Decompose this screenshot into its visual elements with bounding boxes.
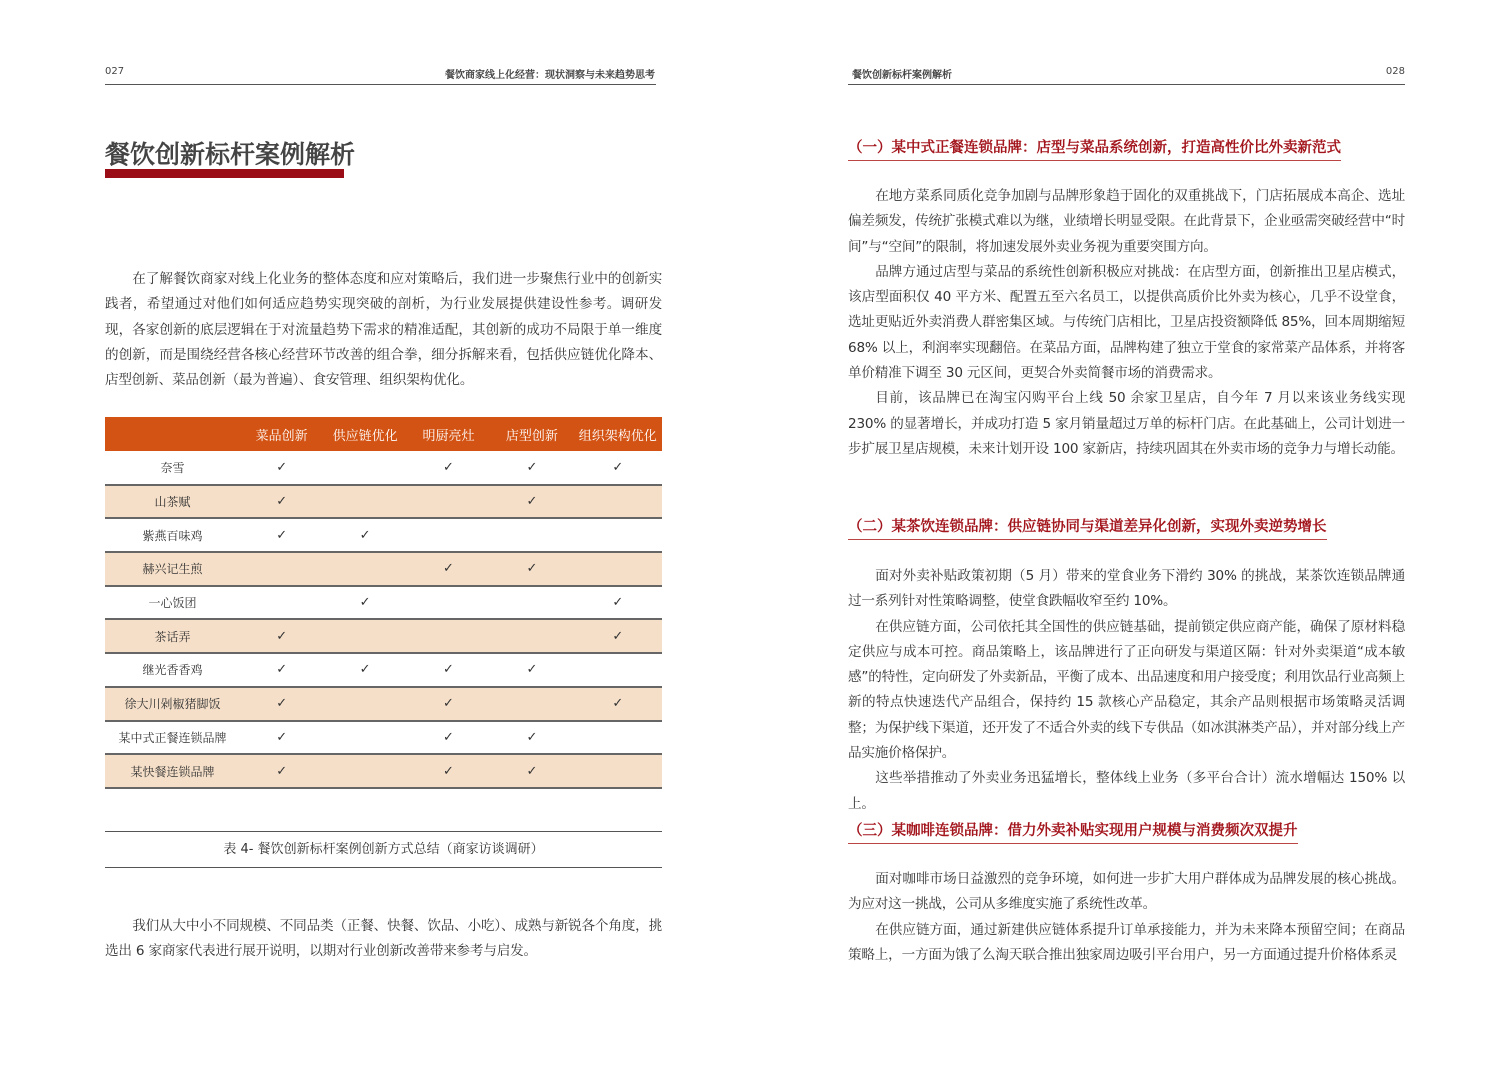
row-brand-name: 赫兴记生煎 — [105, 552, 240, 586]
check-mark-icon: ✓ — [574, 586, 662, 620]
check-mark-icon: ✓ — [240, 653, 323, 687]
empty-cell — [323, 451, 406, 485]
check-mark-icon: ✓ — [240, 485, 323, 519]
outro-paragraph: 我们从大中小不同规模、不同品类（正餐、快餐、饮品、小吃）、成熟与新锐各个角度，挑选出 6 家商家代表进行展开说明，以期对行业创新改善带来参考与启发。 — [105, 918, 662, 960]
running-header-left: 餐饮商家线上化经营：现状洞察与未来趋势思考 — [445, 70, 655, 81]
table-header-cell: 明厨亮灶 — [407, 417, 490, 451]
check-mark-icon: ✓ — [240, 721, 323, 755]
check-mark-icon: ✓ — [240, 687, 323, 721]
table-row — [105, 518, 662, 552]
check-mark-icon: ✓ — [240, 451, 323, 485]
check-mark-icon: ✓ — [490, 485, 573, 519]
empty-cell — [490, 619, 573, 653]
body-paragraph: 目前，该品牌已在淘宝闪购平台上线 50 余家卫星店，自今年 7 月以来该业务线实现 230% 的显著增长，并成功打造 5 家月销量超过万单的标杆门店。在此基础上，公司计划进一步扩展卫星店规模，未来计划开设 100 家新店，持续巩固其在外卖市场的竞争力与增长动能。 — [848, 390, 1405, 457]
check-mark-icon: ✓ — [574, 687, 662, 721]
check-mark-icon: ✓ — [490, 754, 573, 788]
innovation-table — [105, 417, 662, 789]
empty-cell — [574, 721, 662, 755]
page-number-right: 028 — [1385, 66, 1405, 77]
body-paragraph: 这些举措推动了外卖业务迅猛增长，整体线上业务（多平台合计）流水增幅达 150% 以上。 — [848, 770, 1405, 812]
check-mark-icon: ✓ — [407, 552, 490, 586]
empty-cell — [407, 586, 490, 620]
row-brand-name: 徐大川剁椒猪脚饭 — [105, 687, 240, 721]
section-body — [848, 564, 1405, 817]
page-title: 餐饮创新标杆案例解析 — [105, 140, 356, 169]
running-header-right: 餐饮创新标杆案例解析 — [852, 70, 952, 81]
table-row — [105, 451, 662, 485]
table-row — [105, 552, 662, 586]
body-paragraph: 在供应链方面，公司依托其全国性的供应链基础，提前锁定供应商产能，确保了原材料稳定供应与成本可控。商品策略上，该品牌进行了正向研发与渠道区隔：针对外卖渠道“成本敏感”的特性，定向研发了外卖新品，平衡了成本、出品速度和用户接受度；利用饮品行业高频上新的特点快速迭代产品组合，保持约 15 款核心产品稳定，其余产品则根据市场策略灵活调整；为保护线下渠道，还开发了不适合外卖的线下专供品（如冰淇淋类产品），并对部分线上产品实施价格保护。 — [848, 618, 1405, 762]
check-mark-icon: ✓ — [407, 687, 490, 721]
empty-cell — [490, 586, 573, 620]
check-mark-icon: ✓ — [574, 451, 662, 485]
intro-paragraph: 在了解餐饮商家对线上化业务的整体态度和应对策略后，我们进一步聚焦行业中的创新实践者，希望通过对他们如何适应趋势实现突破的剖析，为行业发展提供建设性参考。调研发现，各家创新的底层逻辑在于对流量趋势下需求的精准适配，其创新的成功不局限于单一维度的创新，而是围绕经营各核心经营环节改善的组合拳，细分拆解来看，包括供应链优化降本、店型创新、菜品创新（最为普遍）、食安管理、组织架构优化。 — [105, 271, 662, 389]
empty-cell — [490, 518, 573, 552]
row-brand-name: 某中式正餐连锁品牌 — [105, 721, 240, 755]
table-row — [105, 485, 662, 519]
check-mark-icon: ✓ — [407, 754, 490, 788]
section-body — [848, 184, 1405, 462]
table-row — [105, 653, 662, 687]
body-paragraph: 在供应链方面，通过新建供应链体系提升订单承接能力，并为未来降本预留空间；在商品策略上，一方面为饿了么淘天联合推出独家周边吸引平台用户，另一方面通过提升价格体系灵 — [848, 921, 1405, 963]
empty-cell — [574, 552, 662, 586]
check-mark-icon: ✓ — [323, 518, 406, 552]
check-mark-icon: ✓ — [407, 721, 490, 755]
body-paragraph: 品牌方通过店型与菜品的系统性创新积极应对挑战：在店型方面，创新推出卫星店模式，该店型面积仅 40 平方米、配置五至六名员工，以提供高质价比外卖为核心，几乎不设堂食，选址更贴近外卖消费人群密集区域。与传统门店相比，卫星店投资额降低 85%，回本周期缩短 68% 以上，利润率实现翻倍。在菜品方面，品牌构建了独立于堂食的家常菜产品体系，并将客单价精准下调至 30 元区间，更契合外卖简餐市场的消费需求。 — [848, 263, 1405, 382]
table-header-row — [105, 417, 662, 451]
page-number-left: 027 — [105, 66, 125, 77]
check-mark-icon: ✓ — [240, 619, 323, 653]
empty-cell — [407, 518, 490, 552]
check-mark-icon: ✓ — [407, 653, 490, 687]
empty-cell — [323, 552, 406, 586]
empty-cell — [240, 586, 323, 620]
check-mark-icon: ✓ — [574, 619, 662, 653]
empty-cell — [490, 687, 573, 721]
table-header-cell: 店型创新 — [490, 417, 573, 451]
table-row — [105, 687, 662, 721]
body-paragraph: 面对咖啡市场日益激烈的竞争环境，如何进一步扩大用户群体成为品牌发展的核心挑战。为应对这一挑战，公司从多维度实施了系统性改革。 — [848, 871, 1405, 913]
check-mark-icon: ✓ — [323, 586, 406, 620]
check-mark-icon: ✓ — [490, 451, 573, 485]
title-underline-bar — [105, 169, 344, 178]
check-mark-icon: ✓ — [490, 721, 573, 755]
check-mark-icon: ✓ — [490, 552, 573, 586]
check-mark-icon: ✓ — [407, 451, 490, 485]
table-caption: 表 4- 餐饮创新标杆案例创新方式总结（商家访谈调研） — [105, 831, 662, 868]
check-mark-icon: ✓ — [490, 653, 573, 687]
empty-cell — [407, 485, 490, 519]
empty-cell — [574, 518, 662, 552]
section-heading: （二）某茶饮连锁品牌：供应链协同与渠道差异化创新，实现外卖逆势增长 — [848, 515, 1327, 540]
table-header-cell: 供应链优化 — [323, 417, 406, 451]
table-row — [105, 754, 662, 788]
row-brand-name: 茶话弄 — [105, 619, 240, 653]
row-brand-name: 继光香香鸡 — [105, 653, 240, 687]
header-rule-right — [848, 84, 1405, 85]
empty-cell — [574, 485, 662, 519]
empty-cell — [323, 619, 406, 653]
empty-cell — [574, 754, 662, 788]
table-row — [105, 721, 662, 755]
empty-cell — [323, 687, 406, 721]
table-row — [105, 619, 662, 653]
row-brand-name: 紫燕百味鸡 — [105, 518, 240, 552]
empty-cell — [574, 653, 662, 687]
empty-cell — [323, 754, 406, 788]
table-header-cell: 组织架构优化 — [574, 417, 662, 451]
section-heading: （三）某咖啡连锁品牌：借力外卖补贴实现用户规模与消费频次双提升 — [848, 819, 1298, 844]
check-mark-icon: ✓ — [240, 754, 323, 788]
table-header-cell: 菜品创新 — [240, 417, 323, 451]
table-header-blank — [105, 417, 240, 451]
row-brand-name: 奈雪 — [105, 451, 240, 485]
row-brand-name: 山茶赋 — [105, 485, 240, 519]
body-paragraph: 面对外卖补贴政策初期（5 月）带来的堂食业务下滑约 30% 的挑战，某茶饮连锁品牌通过一系列针对性策略调整，使堂食跌幅收窄至约 10%。 — [848, 568, 1405, 610]
table-row — [105, 586, 662, 620]
check-mark-icon: ✓ — [323, 653, 406, 687]
section-heading: （一）某中式正餐连锁品牌：店型与菜品系统创新，打造高性价比外卖新范式 — [848, 136, 1341, 161]
row-brand-name: 某快餐连锁品牌 — [105, 754, 240, 788]
empty-cell — [323, 485, 406, 519]
section-body — [848, 867, 1405, 968]
check-mark-icon: ✓ — [240, 518, 323, 552]
row-brand-name: 一心饭团 — [105, 586, 240, 620]
empty-cell — [240, 552, 323, 586]
header-rule-left — [105, 84, 656, 85]
empty-cell — [323, 721, 406, 755]
empty-cell — [407, 619, 490, 653]
body-paragraph: 在地方菜系同质化竞争加剧与品牌形象趋于固化的双重挑战下，门店拓展成本高企、选址偏差频发，传统扩张模式难以为继，业绩增长明显受限。在此背景下，企业亟需突破经营中“时间”与“空间”的限制，将加速发展外卖业务视为重要突围方向。 — [848, 188, 1405, 255]
